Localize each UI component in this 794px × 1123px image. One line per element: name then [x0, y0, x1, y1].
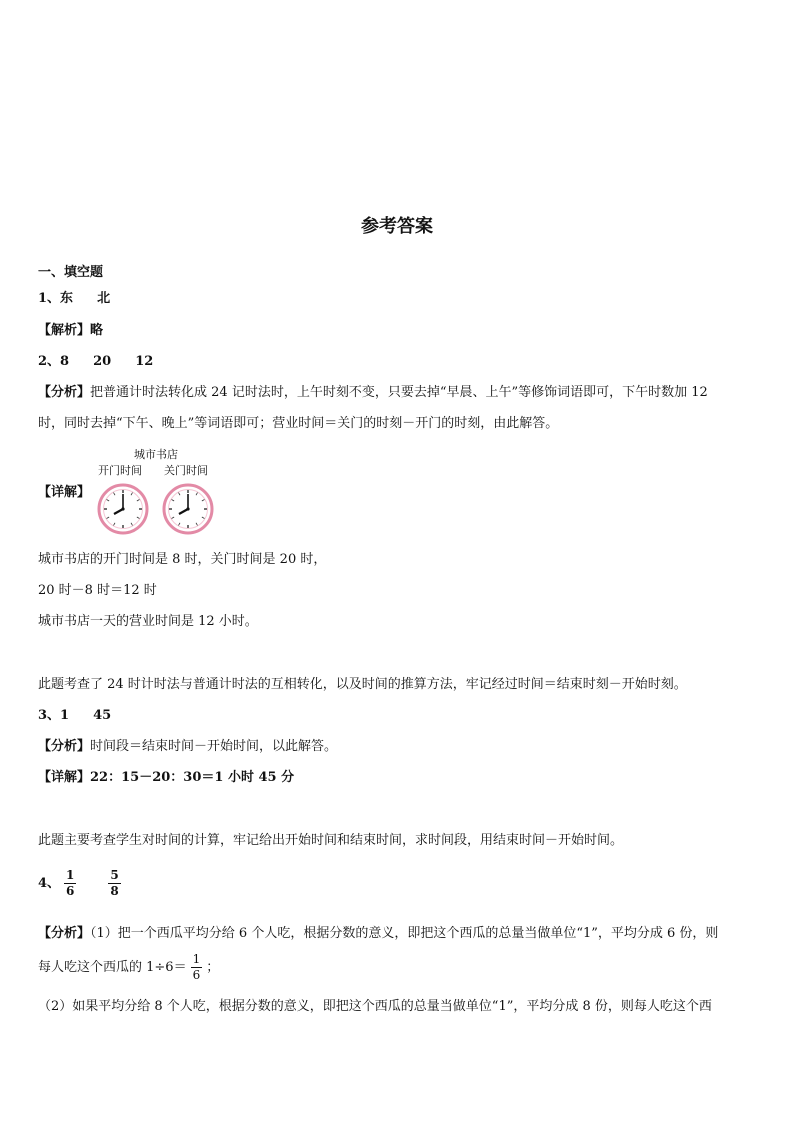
detail-text: 22：15－20：30＝1 小时 45 分 — [90, 770, 295, 785]
tag-fenxi: 【分析】 — [38, 385, 91, 400]
analysis-line: 每人吃这个西瓜的 1÷6＝ $\frac{1}{6}$ ； — [38, 952, 220, 982]
analysis-text: 时间段＝结束时间－开始时间，以此解答。 — [90, 739, 338, 754]
detail-line — [38, 769, 294, 787]
clock-label-open: 开门时间 — [98, 464, 142, 477]
answer-1 — [38, 290, 110, 308]
answer-value: 北 — [97, 291, 111, 306]
answer-fraction: $\frac{1}{6}$ — [66, 868, 75, 898]
inline-fraction: $\frac{1}{6}$ — [192, 952, 201, 982]
tag-fenxi: 【分析】 — [38, 739, 91, 754]
clock-icon — [99, 485, 147, 533]
clock-figure — [96, 446, 226, 538]
tag-fenxi: 【分析】 — [38, 926, 91, 941]
figure-title: 城市书店 — [134, 448, 178, 461]
question-number: 2、 — [38, 354, 61, 369]
detail-line: 20 时－8 时＝12 时 — [38, 583, 157, 598]
answer-4 — [38, 868, 125, 899]
clock-label-close: 关门时间 — [164, 464, 208, 477]
analysis-line — [38, 384, 708, 402]
answer-value: 20 — [93, 354, 112, 369]
question-number: 4、 — [38, 876, 61, 891]
analysis-line: 时，同时去掉“下午、晚上”等词语即可；营业时间＝关门的时刻－开门的时刻，由此解答。 — [38, 416, 559, 431]
clock-icon — [164, 485, 212, 533]
page-title: 参考答案 — [361, 216, 433, 237]
section-heading: 一、填空题 — [38, 265, 104, 280]
summary-line: 此题考查了 24 时计时法与普通计时法的互相转化，以及时间的推算方法，牢记经过时间＝结束时刻－开始时刻。 — [38, 677, 687, 692]
answer-value: 12 — [135, 354, 154, 369]
answer-2 — [38, 353, 153, 371]
detail-line: 城市书店一天的营业时间是 12 小时。 — [38, 614, 258, 629]
analysis-line — [38, 738, 337, 756]
clock-icons — [96, 482, 226, 538]
answer-value: 1 — [60, 708, 70, 723]
analysis-text: 把普通计时法转化成 24 记时法时，上午时刻不变，只要去掉“早晨、上午”等修饰词语即可，下午时数加 12 — [90, 385, 708, 400]
analysis-text: 略 — [90, 323, 104, 338]
answer-value: 8 — [60, 354, 70, 369]
analysis-text: （1）把一个西瓜平均分给 6 个人吃，根据分数的意义，即把这个西瓜的总量当做单位“1”，平均分成 6 份，则 — [90, 926, 719, 941]
answer-value: 东 — [60, 291, 74, 306]
analysis-line — [38, 925, 718, 943]
answer-value: 45 — [93, 708, 112, 723]
tag-xiangjie: 【详解】 — [38, 770, 91, 785]
tag-jiexi: 【解析】 — [38, 323, 91, 338]
question-number: 3、 — [38, 708, 61, 723]
summary-line: 此题主要考查学生对时间的计算，牢记给出开始时间和结束时间，求时间段，用结束时间－开始时间。 — [38, 833, 624, 848]
answer-fraction: $\frac{5}{8}$ — [110, 868, 119, 898]
detail-line: 城市书店的开门时间是 8 时，关门时间是 20 时， — [38, 552, 327, 567]
tag-xiangjie: 【详解】 — [38, 485, 91, 500]
analysis-line — [38, 322, 103, 340]
answer-3 — [38, 707, 111, 725]
analysis-line: （2）如果平均分给 8 个人吃，根据分数的意义，即把这个西瓜的总量当做单位“1”，平均分成 8 份，则每人吃这个西 — [38, 999, 712, 1014]
question-number: 1、 — [38, 291, 61, 306]
